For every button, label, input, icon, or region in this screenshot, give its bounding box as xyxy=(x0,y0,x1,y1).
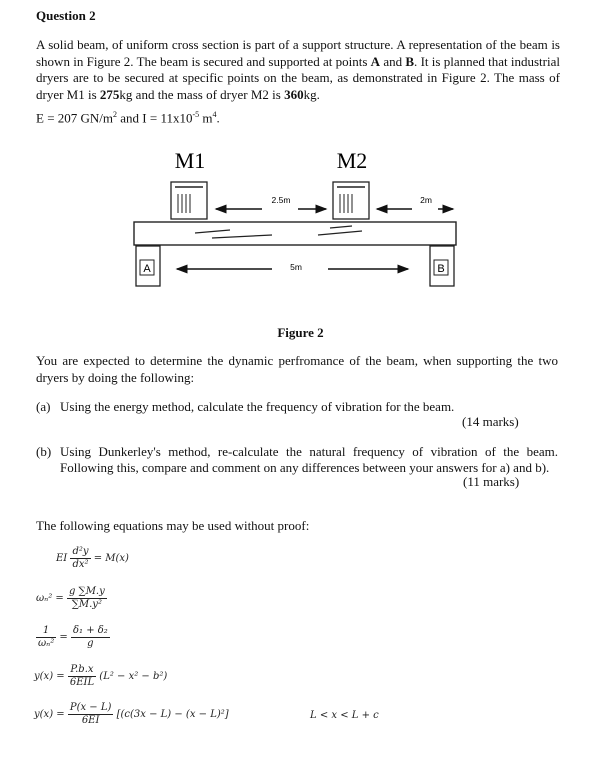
constants-line xyxy=(36,110,220,126)
eq3-left-denominator: ωₙ² xyxy=(38,638,55,649)
intro-text-2: . It is planned that industrial dryers are to be secured at specific points on the beam, as demonstrated in Figure 2. The mass of dryer M1 is xyxy=(36,53,560,102)
part-b-text: Using Dunkerley's method, re-calculate the natural frequency of vibration of the beam. Following this, compare and comment on any differences between your answers for a) and b). xyxy=(60,444,558,475)
intro-text-1: A solid beam, of uniform cross section is part of a support structure. A representation of the beam is shown in Figure 2. The beam is secured and supported at points xyxy=(36,37,560,69)
intro-paragraph xyxy=(36,37,560,103)
eq1-denominator: dx² xyxy=(72,559,89,570)
intro-and: and xyxy=(380,53,406,69)
dim-2-label: 2m xyxy=(420,195,432,205)
eq4-fraction xyxy=(68,664,96,689)
intro-text-3: kg and the mass of dryer M2 is xyxy=(119,86,285,102)
inertia-unit-exp: 4 xyxy=(212,110,217,119)
m2-label: M2 xyxy=(336,148,368,173)
eq3-equals: = xyxy=(59,632,68,643)
support-b-label: B xyxy=(437,263,445,275)
equations-intro: The following equations may be used without proof: xyxy=(36,518,310,533)
equation-energy-method xyxy=(36,586,107,611)
m1-label: M1 xyxy=(174,148,206,173)
equation-deflection-1 xyxy=(34,664,167,689)
eq2-denominator: ∑M.y² xyxy=(71,599,102,610)
eq3-right-denominator: g xyxy=(87,638,94,649)
dryer-m1 xyxy=(171,182,207,219)
dim-25-label: 2.5m xyxy=(271,195,291,205)
eq4-numerator: P.b.x xyxy=(68,664,96,677)
eq2-fraction xyxy=(67,586,107,611)
modulus-e-exp: 2 xyxy=(113,110,118,119)
part-b-marks: (11 marks) xyxy=(463,474,520,489)
figure-caption: Figure 2 xyxy=(277,325,324,340)
part-a-marks: (14 marks) xyxy=(462,414,519,429)
mass-m1: 275 xyxy=(99,86,120,102)
modulus-e: E = 207 GN/m xyxy=(36,110,114,126)
eq2-numerator: g ∑M.y xyxy=(68,586,105,597)
part-a-text: Using the energy method, calculate the frequency of vibration for the beam. xyxy=(60,399,455,414)
equation-bending xyxy=(56,546,129,571)
eq5-rhs: [(c(3x − L) − (x − L)²] xyxy=(116,709,229,720)
inertia-i: and I = 11x10 xyxy=(117,110,193,126)
beam xyxy=(134,222,456,245)
support-a-label: A xyxy=(143,263,151,275)
eq2-lhs: ωₙ² = xyxy=(36,593,64,604)
constants-end: . xyxy=(216,110,220,126)
equation-dunkerley xyxy=(36,625,110,650)
eq1-numerator: d²y xyxy=(72,546,89,557)
question-heading: Question 2 xyxy=(36,8,96,23)
dim-5-label: 5m xyxy=(290,262,302,272)
part-a-label: (a) xyxy=(36,399,51,414)
point-a-label: A xyxy=(370,53,381,69)
dryer-m2 xyxy=(333,182,369,219)
point-b-label: B xyxy=(405,53,415,69)
equation-deflection-2 xyxy=(34,702,229,727)
intro-text-4: kg. xyxy=(303,86,320,102)
beam-figure xyxy=(0,140,601,300)
eq5-numerator: P(x − L) xyxy=(69,702,112,713)
eq1-fraction xyxy=(70,546,90,571)
eq3-left-fraction xyxy=(36,625,56,650)
eq1-rhs: = M(x) xyxy=(93,553,129,564)
eq3-left-numerator: 1 xyxy=(36,625,56,638)
eq4-rhs: (L² − x² − b²) xyxy=(99,671,168,682)
eq5-lhs: y(x) = xyxy=(34,709,65,720)
inertia-i-exp: -5 xyxy=(192,110,200,119)
support-b xyxy=(430,246,454,286)
inertia-unit: m xyxy=(199,110,213,126)
equation-range-condition: L < x < L + c xyxy=(310,710,379,721)
part-b xyxy=(36,444,560,475)
eq1-lhs: EI xyxy=(56,553,68,564)
mass-m2: 360 xyxy=(284,86,304,102)
eq3-right-numerator: δ₁ + δ₂ xyxy=(72,625,108,636)
eq3-right-fraction xyxy=(71,625,110,650)
eq5-fraction xyxy=(68,702,114,727)
task-intro: You are expected to determine the dynamic perfromance of the beam, when supporting the two dryers by doing the following: xyxy=(36,353,558,385)
eq4-denominator: 6EIL xyxy=(69,677,95,688)
eq4-lhs: y(x) = xyxy=(34,671,65,682)
eq5-denominator: 6EI xyxy=(81,715,100,726)
part-b-label: (b) xyxy=(36,444,52,459)
support-a xyxy=(136,246,160,286)
